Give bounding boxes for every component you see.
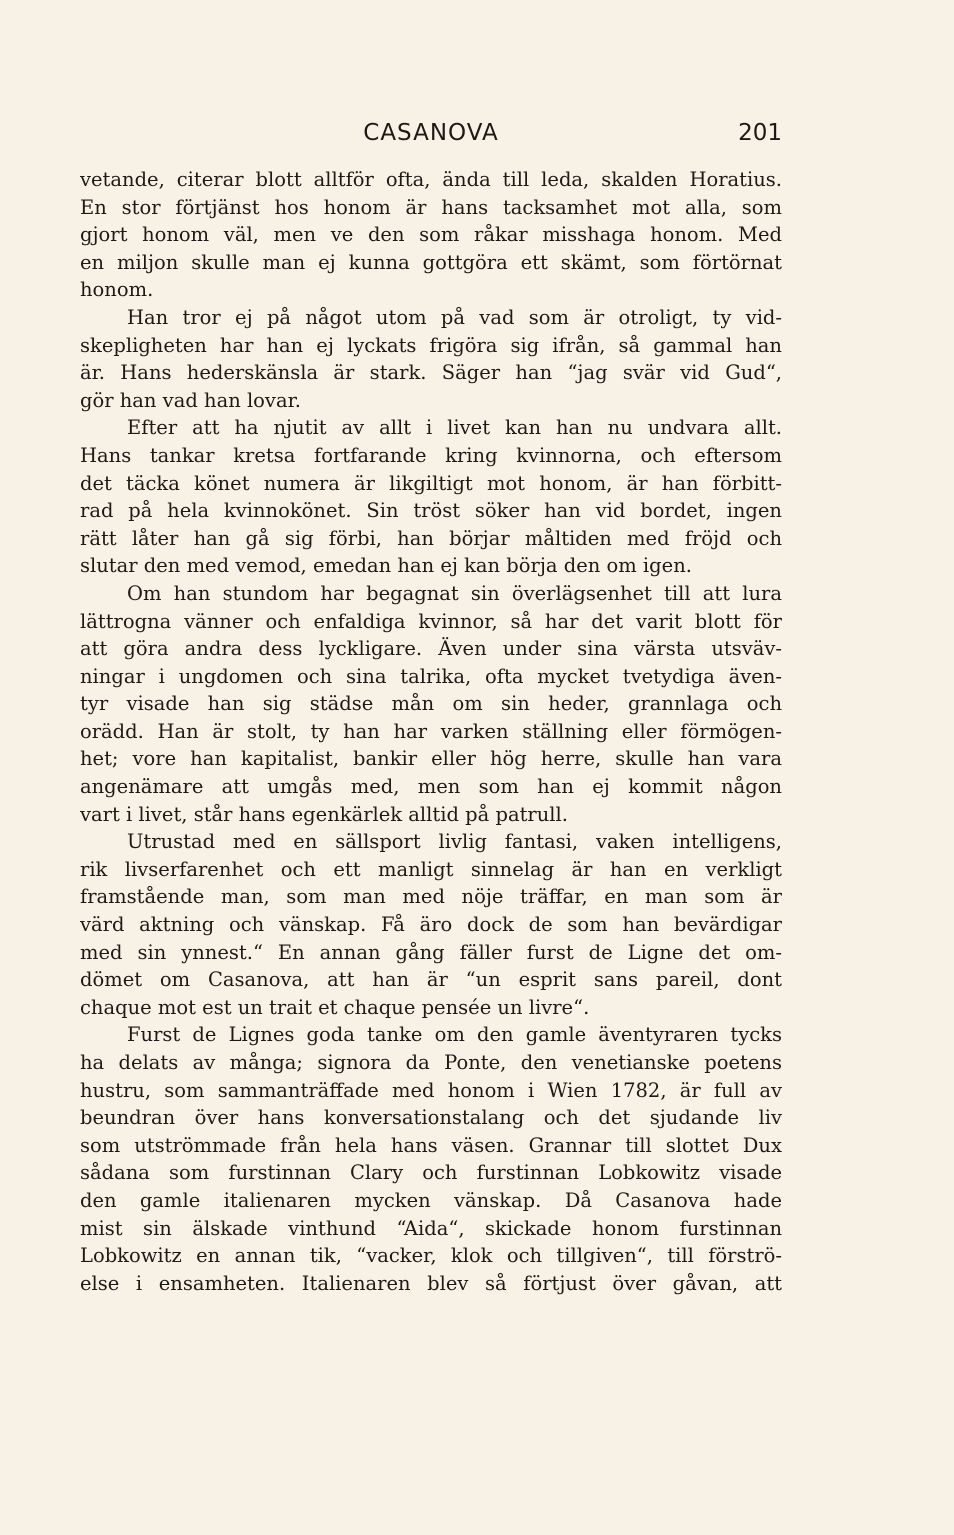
text-line: het; vore han kapitalist, bankir eller hög herre, skulle han vara <box>80 747 782 771</box>
text-line: sådana som furstinnan Clary och furstinnan Lobkowitz visade <box>80 1161 782 1185</box>
text-line: honom. <box>80 278 154 302</box>
text-line: else i ensamheten. Italienaren blev så förtjust över gåvan, att <box>80 1271 782 1295</box>
text-line: hustru, som sammanträffade med honom i Wien 1782, är full av <box>80 1078 782 1102</box>
text-line: som utströmmade från hela hans väsen. Grannar till slottet Dux <box>80 1133 782 1157</box>
text-line: angenämare att umgås med, men som han ej kommit någon <box>80 775 782 799</box>
text-line: beundran över hans konversationstalang och det sjudande liv <box>80 1106 782 1130</box>
text-line: framstående man, som man med nöje träffar, en man som är <box>80 885 782 909</box>
text-line: Utrustad med en sällsport livlig fantasi, vaken intelligens, <box>127 830 782 854</box>
text-line: Furst de Lignes goda tanke om den gamle äventyraren tycks <box>127 1023 782 1047</box>
text-line: chaque mot est un trait et chaque pensée un livre“. <box>80 995 590 1019</box>
text-line: tyr visade han sig städse mån om sin heder, grannlaga och <box>80 692 782 716</box>
text-line: Om han stundom har begagnat sin överlägsenhet till att lura <box>127 581 782 605</box>
text-line: Efter att ha njutit av allt i livet kan han nu undvara allt. <box>127 416 782 440</box>
text-line: skepligheten har han ej lyckats frigöra sig ifrån, så gammal han <box>80 333 782 357</box>
text-line: den gamle italienaren mycken vänskap. Då Casanova hade <box>80 1188 782 1212</box>
text-line: en miljon skulle man ej kunna gottgöra ett skämt, som förtörnat <box>80 250 782 274</box>
text-line: att göra andra dess lyckligare. Även under sina värsta utsväv- <box>80 637 782 661</box>
running-title: CASANOVA <box>363 120 499 146</box>
text-line: lättrogna vänner och enfaldiga kvinnor, så har det varit blott för <box>80 609 782 633</box>
body-text <box>80 166 782 1297</box>
text-line: Hans tankar kretsa fortfarande kring kvinnorna, och eftersom <box>80 443 782 467</box>
text-line: med sin ynnest.“ En annan gång fäller furst de Ligne det om- <box>80 940 782 964</box>
text-line: värd aktning och vänskap. Få äro dock de som han bevärdigar <box>80 913 782 937</box>
text-line: dömet om Casanova, att han är “un esprit sans pareil, dont <box>80 968 782 992</box>
text-line: gjort honom väl, men ve den som råkar misshaga honom. Med <box>80 223 782 247</box>
text-line: Han tror ej på något utom på vad som är otroligt, ty vid- <box>127 305 782 329</box>
text-line: ha delats av många; signora da Ponte, den venetianske poetens <box>80 1051 782 1074</box>
text-line: En stor förtjänst hos honom är hans tacksamhet mot alla, som <box>80 195 782 219</box>
text-line: orädd. Han är stolt, ty han har varken ställning eller förmögen- <box>80 719 782 743</box>
text-line: Lobkowitz en annan tik, “vacker, klok och tillgiven“, till förströ- <box>80 1244 782 1268</box>
text-line: vetande, citerar blott alltför ofta, ända till leda, skalden Horatius. <box>80 168 782 191</box>
text-line: slutar den med vemod, emedan han ej kan börja den om igen. <box>80 554 692 578</box>
page-number: 201 <box>738 120 782 146</box>
text-line: är. Hans hederskänsla är stark. Säger han “jag svär vid Gud“, <box>80 361 782 385</box>
text-line: rätt låter han gå sig förbi, han börjar måltiden med fröjd och <box>80 526 782 550</box>
text-line: det täcka könet numera är likgiltigt mot honom, är han förbitt- <box>80 471 782 495</box>
text-line: vart i livet, står hans egenkärlek alltid på patrull. <box>80 802 568 826</box>
page-header <box>80 120 782 154</box>
text-line: rad på hela kvinnokönet. Sin tröst söker han vid bordet, ingen <box>80 499 782 523</box>
text-line: mist sin älskade vinthund “Aida“, skickade honom furstinnan <box>80 1216 782 1240</box>
text-line: ningar i ungdomen och sina talrika, ofta mycket tvetydiga även- <box>80 664 782 688</box>
text-line: gör han vad han lovar. <box>80 388 301 412</box>
text-line: rik livserfarenhet och ett manligt sinnelag är han en verkligt <box>80 857 782 881</box>
